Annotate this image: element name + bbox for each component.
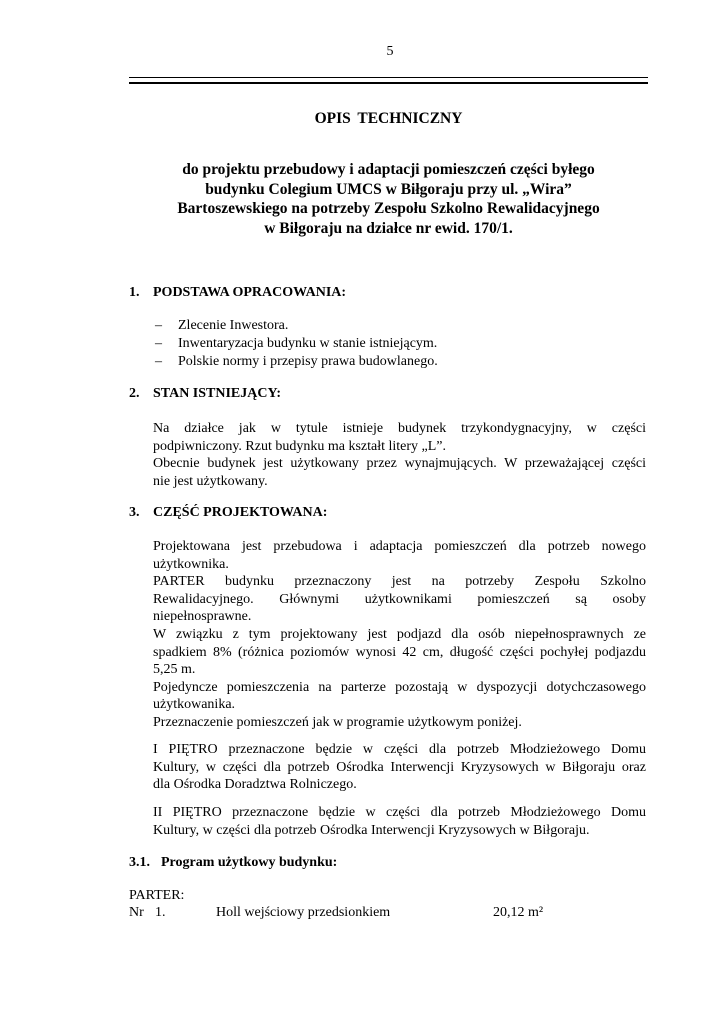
header-rule-thin <box>129 77 648 78</box>
text-line: PARTER budynku przeznaczony jest na potrzeby Zespołu Szkolno <box>153 574 646 590</box>
section-3-heading <box>129 505 327 521</box>
text-line: Obecnie budynek jest użytkowany przez wynajmujących. W przeważającej części <box>153 456 646 472</box>
floor-label: PARTER: <box>129 888 185 903</box>
room-name: Holl wejściowy przedsionkiem <box>216 905 391 920</box>
section-3-1-heading <box>129 855 337 871</box>
text-line: podpiwniczony. Rzut budynku ma kształt litery „L”. <box>153 438 447 454</box>
text-line: Kultury, w części dla potrzeb Ośrodka Interwencji Kryzysowych w Biłgoraju oraz <box>153 759 646 775</box>
header-rule-thick <box>129 82 648 84</box>
section-title: CZĘŚĆ PROJEKTOWANA: <box>153 505 328 520</box>
text-line: Pojedyncze pomieszczenia na parterze pozostają w dyspozycji dotychczasowego <box>153 679 646 695</box>
list-item: – Polskie normy i przepisy prawa budowlanego. <box>155 353 455 371</box>
subtitle-line: Bartoszewskiego na potrzeby Zespołu Szkolno Rewalidacyjnego <box>177 200 600 218</box>
text-line: nie jest użytkowany. <box>153 473 268 489</box>
page-number: 5 <box>386 44 394 59</box>
text-line: użytkowanika. <box>153 697 236 713</box>
section-number: 2. <box>129 386 140 401</box>
row-number: 1. <box>155 905 166 920</box>
text-line: 5,25 m. <box>153 662 196 678</box>
section-2-heading <box>129 386 281 402</box>
text-line: użytkownika. <box>153 556 229 572</box>
section-2-text <box>153 420 646 490</box>
room-area: 20,12 m² <box>493 905 544 920</box>
section-title: STAN ISTNIEJĄCY: <box>153 386 281 401</box>
section-title: Program użytkowy budynku: <box>161 855 338 870</box>
document-subtitle <box>129 160 648 238</box>
list-item: – Inwentaryzacja budynku w stanie istniejącym. <box>155 335 455 353</box>
text-line: Przeznaczenie pomieszczeń jak w programie użytkowym poniżej. <box>153 714 522 730</box>
text-line: Rewalidacyjnego. Głównymi użytkownikami pomieszczeń są osoby <box>153 591 646 607</box>
subtitle-line: w Biłgoraju na działce nr ewid. 170/1. <box>264 219 513 237</box>
list-item: – Zlecenie Inwestora. <box>155 317 455 335</box>
text-line: spadkiem 8% (różnica poziomów wynosi 42 cm, długość części pochyłej podjazdu <box>153 644 646 660</box>
floor-1-text <box>153 741 646 794</box>
section-number: 3.1. <box>129 855 150 870</box>
text-line: Projektowana jest przebudowa i adaptacja pomieszczeń dla potrzeb nowego <box>153 539 646 554</box>
text-line: II PIĘTRO przeznaczone będzie w części dla potrzeb Młodzieżowego Domu <box>153 805 646 820</box>
subtitle-line: budynku Colegium UMCS w Biłgoraju przy ul. „Wira” <box>205 180 572 198</box>
table-row <box>129 905 648 925</box>
text-line: niepełnosprawne. <box>153 609 252 625</box>
floor-2-text <box>153 804 646 839</box>
text-line: Kultury, w części dla potrzeb Ośrodka Interwencji Kryzysowych w Biłgoraju. <box>153 822 590 838</box>
text-line: dla Ośrodka Doradztwa Rolniczego. <box>153 777 357 793</box>
text-line: I PIĘTRO przeznaczone będzie w części dla potrzeb Młodzieżowego Domu <box>153 742 646 757</box>
section-1-heading <box>129 285 346 301</box>
section-1-list <box>155 317 455 371</box>
document-title: OPIS TECHNICZNY <box>314 110 463 127</box>
section-number: 1. <box>129 285 140 300</box>
section-title: PODSTAWA OPRACOWANIA: <box>153 285 347 300</box>
text-line: Na działce jak w tytule istnieje budynek trzykondygnacyjny, w części <box>153 421 646 436</box>
text-line: W związku z tym projektowany jest podjazd dla osób niepełnosprawnych ze <box>153 626 646 642</box>
row-nr-label: Nr <box>129 905 144 920</box>
subtitle-line: do projektu przebudowy i adaptacji pomieszczeń części byłego <box>182 161 595 178</box>
section-number: 3. <box>129 505 140 520</box>
section-3-text <box>153 538 646 732</box>
